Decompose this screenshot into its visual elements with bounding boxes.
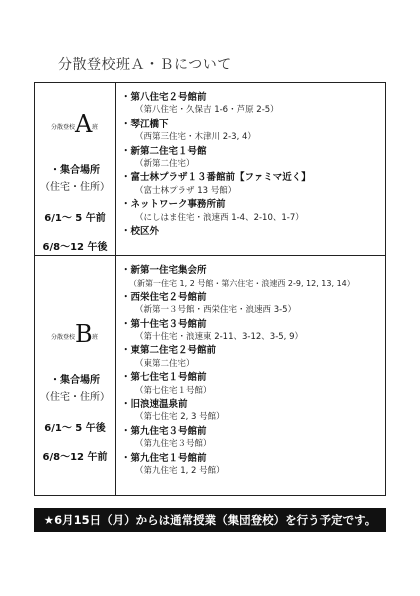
place-a-4-detail: （富士林プラザ 13 号館）: [135, 185, 237, 196]
group-a-time-1: 6/1～ 5 午前: [44, 213, 106, 224]
place-b-1: ・新第一住宅集会所: [121, 265, 207, 276]
place-b-2: ・西栄住宅２号館前: [121, 291, 207, 303]
place-b-3: ・第十住宅３号館前: [121, 318, 207, 330]
group-b-time-1: 6/1～ 5 午後: [44, 423, 106, 434]
group-a-time-2: 6/8～12 午後: [42, 242, 108, 253]
place-a-5: ・ネットワーク事務所前: [121, 199, 226, 211]
group-b-info: [35, 315, 115, 463]
group-b-time-2: 6/8～12 午前: [42, 452, 108, 463]
place-b-6: ・旧浪速温泉前: [121, 399, 188, 411]
group-a-suffix: 班: [92, 124, 99, 131]
place-a-1-detail: （第八住宅・久保吉 1-6・芦原 2-5）: [135, 105, 279, 116]
group-b-gather-label: ・集合場所: [50, 375, 100, 386]
group-a-info: [35, 105, 115, 253]
group-a-gather-label: ・集合場所: [50, 165, 100, 176]
place-b-4: ・東第二住宅２号館前: [121, 345, 217, 357]
group-b-places: [121, 264, 385, 479]
place-b-1-detail: （新第一住宅 1, 2 号館・第六住宅・浪速西 2-9, 12, 13, 14）: [129, 279, 355, 289]
row-divider: [35, 255, 385, 256]
group-a-places: [121, 91, 385, 238]
place-a-4: ・富士林プラザ１３番館前【ファミマ近く】: [121, 172, 311, 184]
place-b-8: ・第九住宅１号館前: [121, 452, 207, 464]
place-a-3-detail: （新第二住宅）: [135, 159, 195, 170]
schedule-table: [34, 82, 386, 496]
place-b-3-detail: （第十住宅・浪速東 2-11、3-12、3-5, 9）: [135, 332, 303, 343]
place-b-7: ・第九住宅３号館前: [121, 425, 207, 437]
group-b-name: [35, 315, 115, 348]
place-a-2: ・琴江橋下: [121, 118, 169, 130]
page-title: 分散登校班Ａ・Ｂについて: [58, 57, 232, 73]
group-a-gather-sub: （住宅・住所）: [40, 182, 110, 193]
group-b-prefix: 分散登校: [50, 334, 75, 341]
place-b-6-detail: （第七住宅 2, 3 号館）: [135, 412, 225, 423]
group-b-suffix: 班: [92, 334, 99, 341]
group-a-letter: A: [75, 110, 93, 138]
place-b-5-detail: （第七住宅１号館）: [135, 385, 212, 396]
place-a-1: ・第八住宅２号館前: [121, 92, 207, 103]
group-b-letter: B: [75, 320, 93, 348]
place-b-7-detail: （第九住宅３号館）: [135, 439, 212, 450]
place-b-8-detail: （第九住宅 1, 2 号館）: [135, 466, 225, 477]
place-a-3: ・新第二住宅１号館: [121, 145, 207, 157]
group-a-name: [35, 105, 115, 138]
column-divider: [115, 83, 116, 495]
place-b-2-detail: （新第一３号館・西栄住宅・浪速西 3-5）: [135, 305, 297, 316]
group-b-gather-sub: （住宅・住所）: [40, 392, 110, 403]
place-b-4-detail: （東第二住宅）: [135, 358, 195, 369]
notice-banner: ★6月15日（月）からは通常授業（集団登校）を行う予定です。: [34, 508, 386, 532]
place-b-5: ・第七住宅１号館前: [121, 372, 207, 384]
group-a-prefix: 分散登校: [50, 124, 75, 131]
place-a-2-detail: （西第三住宅・木津川 2-3, 4）: [135, 132, 256, 143]
place-a-5-detail: （にしはま住宅・浪速西 1-4、2-10、1-7）: [135, 212, 304, 223]
place-a-6: ・校区外: [121, 226, 160, 238]
